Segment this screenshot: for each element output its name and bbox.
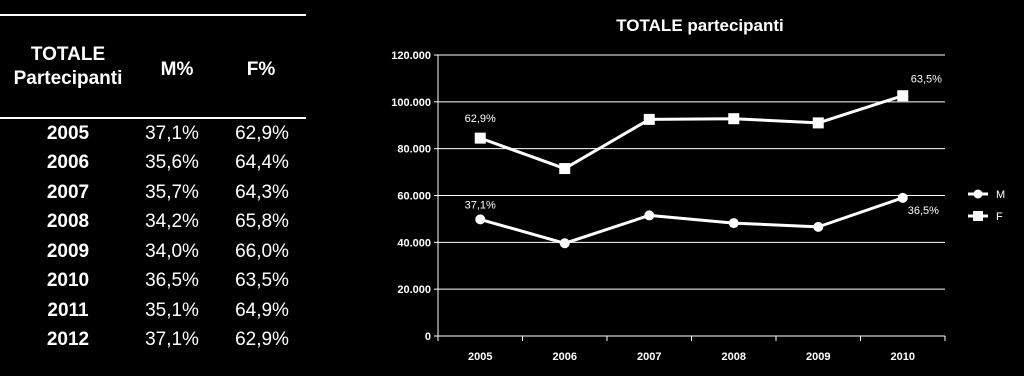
row-year: 2012 [46, 329, 90, 350]
chart-title: TOTALE partecipanti [616, 16, 784, 35]
table-top-rule [0, 14, 306, 16]
data-label: 36,5% [907, 204, 939, 217]
y-tick-label: 60.000 [397, 190, 431, 203]
data-point-m [898, 193, 908, 203]
data-point-f [475, 133, 486, 144]
legend-label-m: M [996, 189, 1006, 201]
data-point-f [728, 113, 739, 124]
data-point-f [897, 90, 908, 101]
row-year: 2008 [46, 211, 90, 232]
row-m-percent: 37,1% [145, 123, 199, 144]
row-year: 2011 [47, 300, 89, 321]
table-row [0, 148, 306, 177]
x-tick-label: 2005 [468, 351, 493, 363]
data-label: 63,5% [910, 73, 942, 86]
data-point-m [475, 214, 485, 224]
row-year: 2010 [46, 270, 90, 291]
data-point-m [644, 210, 654, 220]
participants-table [0, 0, 306, 371]
table-header-line1: TOTALE [30, 44, 106, 65]
y-tick-label: 20.000 [397, 284, 431, 297]
row-f-percent: 63,5% [235, 270, 289, 291]
data-label: 37,1% [464, 199, 496, 212]
row-f-percent: 64,9% [235, 300, 289, 321]
series-line-f [480, 96, 903, 169]
row-m-percent: 35,1% [145, 300, 199, 321]
table-header-line2: Partecipanti [13, 68, 123, 89]
row-m-percent: 37,1% [145, 329, 199, 350]
row-year: 2009 [46, 241, 90, 262]
row-f-percent: 62,9% [235, 123, 289, 144]
data-point-m [560, 238, 570, 248]
legend [968, 189, 1005, 223]
line-chart [306, 0, 1024, 371]
data-point-m [813, 222, 823, 232]
series-line-m [480, 198, 903, 243]
legend-label-f: F [996, 211, 1003, 223]
table-row [0, 178, 306, 207]
row-year: 2005 [46, 123, 90, 144]
table-row [0, 296, 306, 325]
y-tick-label: 40.000 [397, 237, 431, 250]
x-tick-label: 2007 [637, 351, 662, 363]
row-m-percent: 36,5% [145, 270, 199, 291]
legend-marker-m [974, 190, 983, 199]
row-f-percent: 64,4% [235, 152, 289, 173]
data-point-f [813, 117, 824, 128]
data-point-f [559, 163, 570, 174]
x-tick-label: 2010 [890, 351, 915, 363]
table-row [0, 237, 306, 266]
table-header-label [0, 43, 136, 91]
row-year: 2007 [46, 182, 90, 203]
data-point-f [644, 114, 655, 125]
table-row [0, 266, 306, 295]
row-m-percent: 35,6% [145, 152, 199, 173]
series-layer [475, 90, 909, 248]
row-f-percent: 65,8% [235, 211, 289, 232]
row-m-percent: 34,0% [145, 241, 199, 262]
table-row [0, 119, 306, 148]
table-header-f: F% [246, 59, 276, 80]
row-f-percent: 62,9% [235, 329, 289, 350]
table-header-m: M% [160, 59, 194, 80]
table-row [0, 325, 306, 354]
x-tick-label: 2006 [552, 351, 577, 363]
data-point-m [729, 218, 739, 228]
y-tick-label: 120.000 [391, 50, 431, 62]
row-f-percent: 64,3% [235, 182, 289, 203]
x-tick-label: 2009 [806, 351, 831, 363]
data-label: 62,9% [464, 113, 496, 126]
y-tick-label: 80.000 [397, 143, 431, 156]
chart-panel [306, 0, 1024, 371]
table-row [0, 207, 306, 236]
grid-lines [438, 55, 945, 289]
row-m-percent: 35,7% [145, 182, 199, 203]
legend-marker-f [973, 211, 983, 221]
row-year: 2006 [46, 152, 90, 173]
row-m-percent: 34,2% [145, 211, 199, 232]
y-tick-label: 100.000 [391, 96, 431, 109]
y-tick-label: 0 [424, 331, 431, 343]
row-f-percent: 66,0% [235, 241, 289, 262]
x-tick-label: 2008 [721, 351, 746, 363]
